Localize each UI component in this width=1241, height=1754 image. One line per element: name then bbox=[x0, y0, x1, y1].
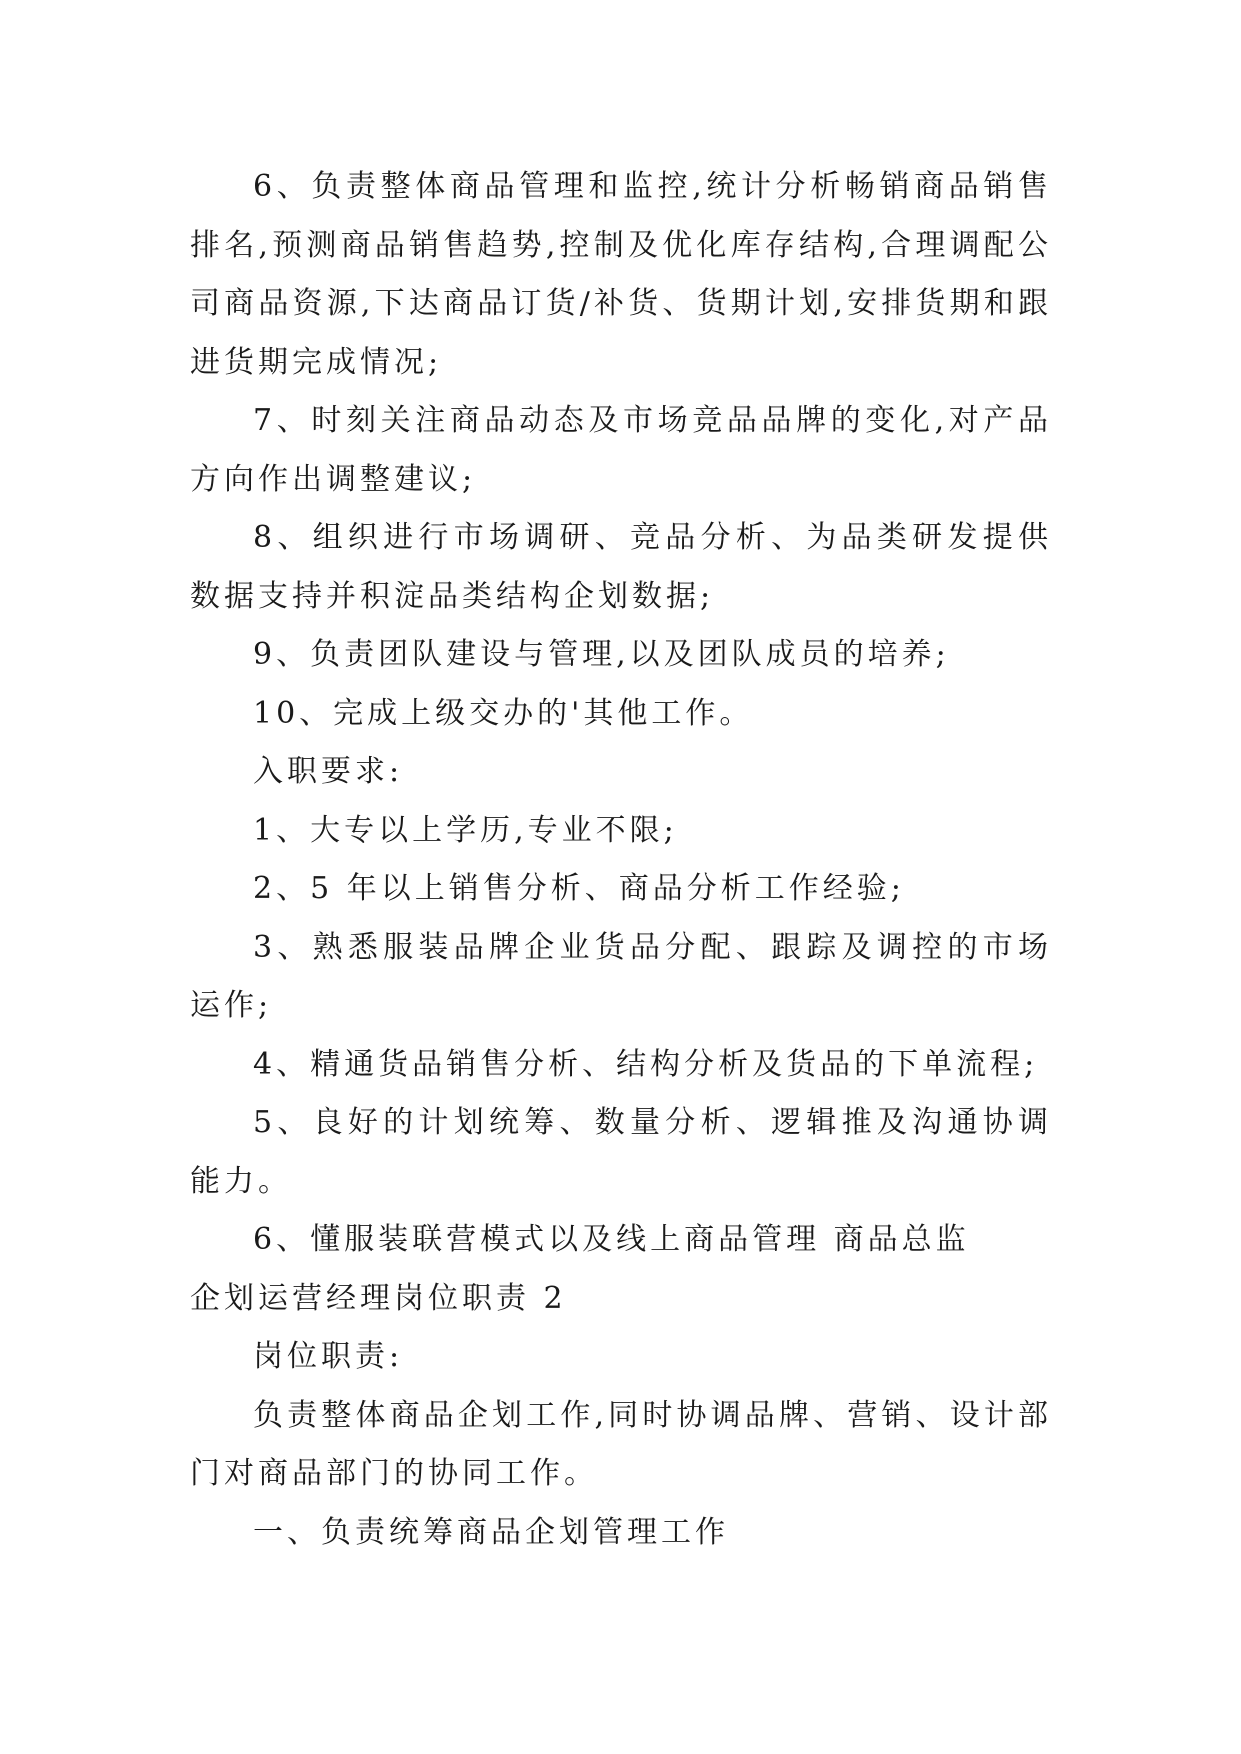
paragraph-item-9-team: 9、负责团队建设与管理,以及团队成员的培养; bbox=[253, 637, 950, 672]
section-heading-duties: 岗位职责: bbox=[253, 1339, 404, 1374]
paragraph-item-7-market-trends: 7、时刻关注商品动态及市场竞品品牌的变化,对产品方向作出调整建议; bbox=[190, 403, 1052, 497]
paragraph-item-6-inventory: 6、负责整体商品管理和监控,统计分析畅销商品销售排名,预测商品销售趋势,控制及优化库存结构,合理调配公司商品资源,下达商品订货/补货、货期计划,安排货期和跟进货期完成情况; bbox=[190, 169, 1052, 380]
duties-summary: 负责整体商品企划工作,同时协调品牌、营销、设计部门对商品部门的协同工作。 bbox=[190, 1397, 1052, 1491]
requirement-item-3: 3、熟悉服装品牌企业货品分配、跟踪及调控的市场运作; bbox=[190, 929, 1052, 1023]
paragraph-item-10-other: 10、完成上级交办的'其他工作。 bbox=[253, 695, 754, 731]
duty-item-1: 一、负责统筹商品企划管理工作 bbox=[253, 1514, 729, 1550]
paragraph-item-8-research: 8、组织进行市场调研、竞品分析、为品类研发提供数据支持并积淀品类结构企划数据; bbox=[190, 520, 1052, 614]
document-body bbox=[190, 158, 1052, 1562]
section-heading-requirements: 入职要求: bbox=[253, 754, 404, 789]
requirement-item-5: 5、良好的计划统筹、数量分析、逻辑推及沟通协调能力。 bbox=[190, 1105, 1052, 1199]
requirement-item-2: 2、5 年以上销售分析、商品分析工作经验; bbox=[253, 871, 905, 906]
requirement-item-1: 1、大专以上学历,专业不限; bbox=[253, 812, 678, 848]
requirement-item-4: 4、精通货品销售分析、结构分析及货品的下单流程; bbox=[253, 1046, 1039, 1082]
document-section-title: 企划运营经理岗位职责 2 bbox=[190, 1280, 567, 1316]
requirement-item-6: 6、懂服装联营模式以及线上商品管理 商品总监 bbox=[253, 1222, 970, 1257]
